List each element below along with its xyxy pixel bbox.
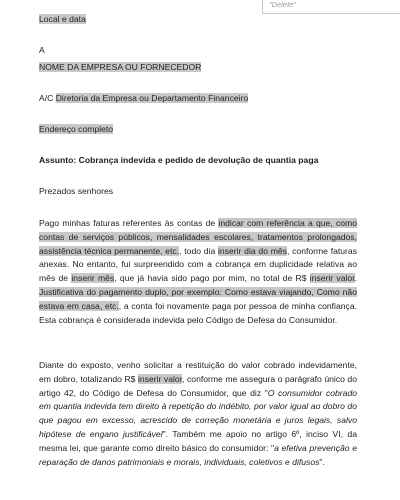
p1-text-2: , todo dia <box>179 245 219 256</box>
company-name-field[interactable]: NOME DA EMPRESA OU FORNECEDOR <box>39 62 202 72</box>
address-line <box>39 124 113 135</box>
amount-field[interactable]: inserir valor <box>309 273 355 284</box>
attention-line <box>39 93 248 104</box>
paragraph-2 <box>39 359 357 469</box>
p2-text-1: Diante do exposto, venho solicitar a restituição do valor cobrado indevidamente, em dobro, totalizando R$ <box>39 360 357 384</box>
comment-balloon[interactable] <box>262 0 400 14</box>
refund-amount-field[interactable]: inserir valor <box>138 373 183 384</box>
p1-text-1: Pago minhas faturas referentes às contas de <box>39 218 219 228</box>
month-field[interactable]: inserir mês <box>71 273 115 284</box>
p2-text-2: , conforme me assegura o parágrafo único do artigo 42, do Código de Defesa do Consumidor, que diz " <box>39 373 357 398</box>
p1-text-6: , a conta foi novamente paga por pessoa de minha confiança. Esta cobrança é considerada indevida pelo Código de Defesa do Consumidor. <box>39 300 357 325</box>
address-field[interactable]: Endereço completo <box>39 124 114 134</box>
company-line <box>39 62 201 73</box>
comment-text: "Delete" <box>269 0 297 9</box>
double-payment-justification-field[interactable]: Justificativa do pagamento duplo, por exemplo: Como estava viajando, Como não estava em casa, etc. <box>39 286 357 311</box>
salutation: Prezados senhores <box>39 186 114 196</box>
addressee-prefix: A <box>39 45 45 55</box>
p1-text-4: , que já havia sido pago por mim, no total de R$ <box>114 273 310 284</box>
p1-text-3: , conforme faturas anexas. No entanto, fui surpreendido com a cobrança em duplicidade relativa ao mês de <box>39 245 357 284</box>
subject-line: Assunto: Cobrança indevida e pedido de devolução de quantia paga <box>39 155 319 165</box>
department-field[interactable]: Diretoria da Empresa ou Departamento Financeiro <box>55 93 249 103</box>
law-quote-2: a efetiva prevenção e reparação de danos patrimoniais e morais, individuais, coletivos e difusos <box>39 442 357 467</box>
law-quote-1: O consumidor cobrado em quantia indevida tem direito à repetição do indébito, por valor igual ao dobro do que pagou em excesso, acrescido de correção monetária e juros legais, salvo hipótese de engano justificável <box>39 387 358 439</box>
day-of-month-field[interactable]: inserir dia do mês <box>218 245 287 256</box>
attention-prefix: A/C <box>39 93 56 103</box>
place-date-line <box>39 14 86 25</box>
place-date-field[interactable]: Local e data <box>39 14 86 24</box>
p2-text-4: ". <box>319 456 325 467</box>
p1-text-5: . <box>354 273 357 284</box>
service-reference-field[interactable]: indicar com referência a que, como contas de serviços públicos, mensalidades escolares, tratamentos prolongados, assistência técnica permanente, etc. <box>39 218 357 256</box>
paragraph-1 <box>39 217 357 327</box>
p2-text-3: ". Também me apoio no artigo 6º, inciso VI, da mesma lei, que garante como direito básico do consumidor: " <box>39 428 357 453</box>
